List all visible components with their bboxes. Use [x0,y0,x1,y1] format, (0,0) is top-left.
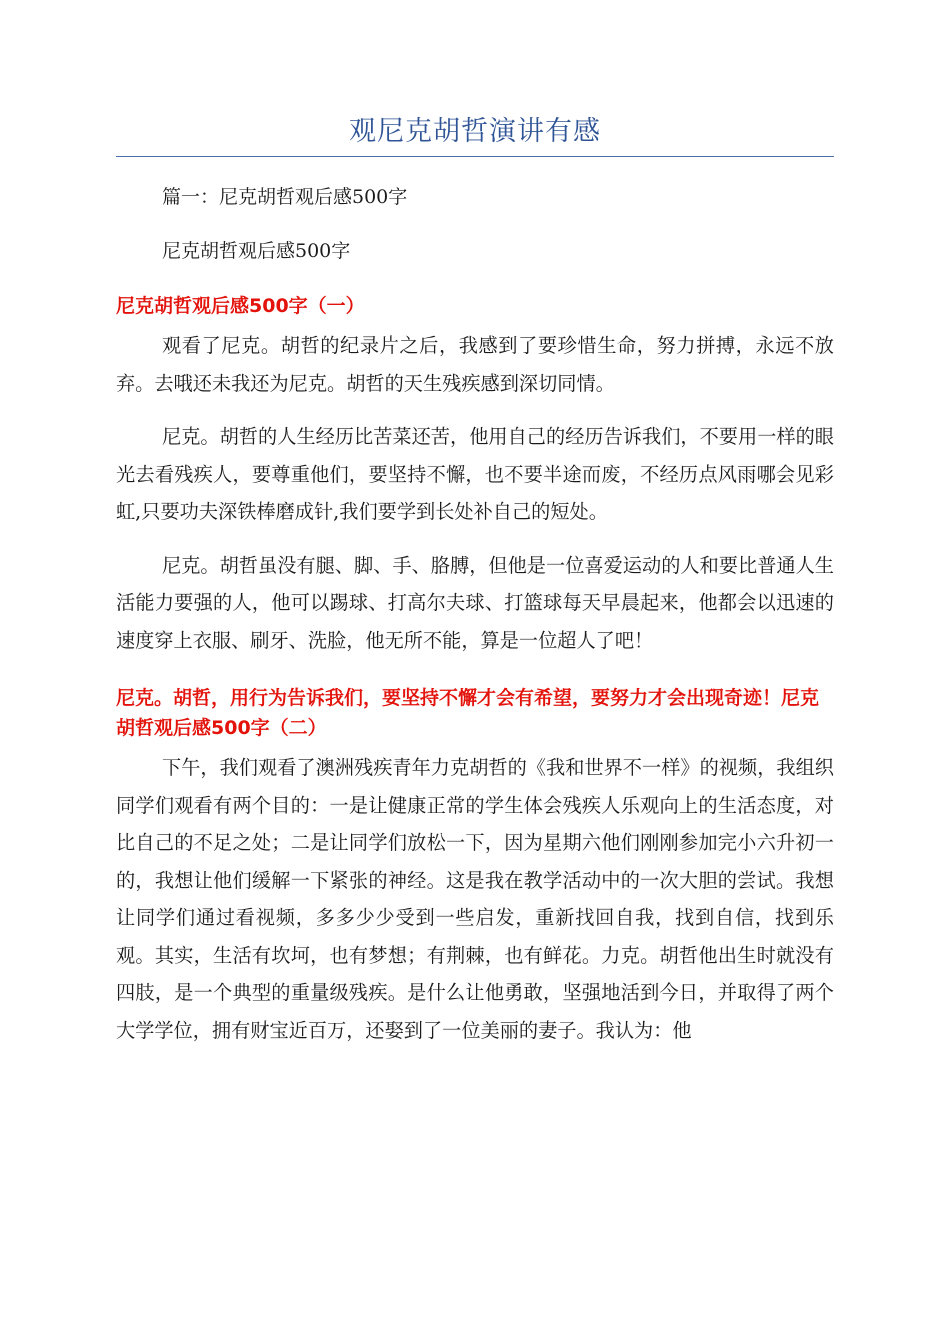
section-1-heading: 尼克胡哲观后感500字（一） [116,295,365,317]
subheading-article: 尼克胡哲观后感500字 [162,240,351,262]
paragraph: 尼克。胡哲虽没有腿、脚、手、胳膊，但他是一位喜爱运动的人和要比普通人生活能力要强的人，他可以踢球、打高尔夫球、打篮球每天早晨起来，他都会以迅速的速度穿上衣服、刷牙、洗脸，他无所不能，算是一位超人了吧！ [116,553,834,652]
title-divider [116,156,834,157]
paragraph: 下午，我们观看了澳洲残疾青年力克胡哲的《我和世界不一样》的视频，我组织同学们观看有两个目的：一是让健康正常的学生体会残疾人乐观向上的生活态度，对比自己的不足之处；二是让同学们放松一下，因为星期六他们刚刚参加完小六升初一的，我想让他们缓解一下紧张的神经。这是我在教学活动中的一次大胆的尝试。我想让同学们通过看视频，多多少少受到一些启发，重新找回自我，找到自信，找到乐观。其实，生活有坎坷，也有梦想；有荆棘，也有鲜花。力克。胡哲他出生时就没有四肢，是一个典型的重量级残疾。是什么让他勇敢，坚强地活到今日，并取得了两个大学学位，拥有财宝近百万，还娶到了一位美丽的妻子。我认为：他 [116,756,834,1042]
section-2-heading: 尼克。胡哲，用行为告诉我们，要坚持不懈才会有希望，要努力才会出现奇迹！尼克胡哲观后感500字（二） [116,687,820,739]
subheading-chapter: 篇一：尼克胡哲观后感500字 [162,186,408,208]
document-title: 观尼克胡哲演讲有感 [349,116,601,147]
document-page [116,0,834,1049]
paragraph: 观看了尼克。胡哲的纪录片之后，我感到了要珍惜生命，努力拼搏，永远不放弃。去哦还未我还为尼克。胡哲的天生残疾感到深切同情。 [116,334,834,395]
paragraph: 尼克。胡哲的人生经历比苦菜还苦，他用自己的经历告诉我们，不要用一样的眼光去看残疾人，要尊重他们，要坚持不懈，也不要半途而废，不经历点风雨哪会见彩虹,只要功夫深铁棒磨成针,我们要学到长处补自己的短处。 [116,425,834,523]
